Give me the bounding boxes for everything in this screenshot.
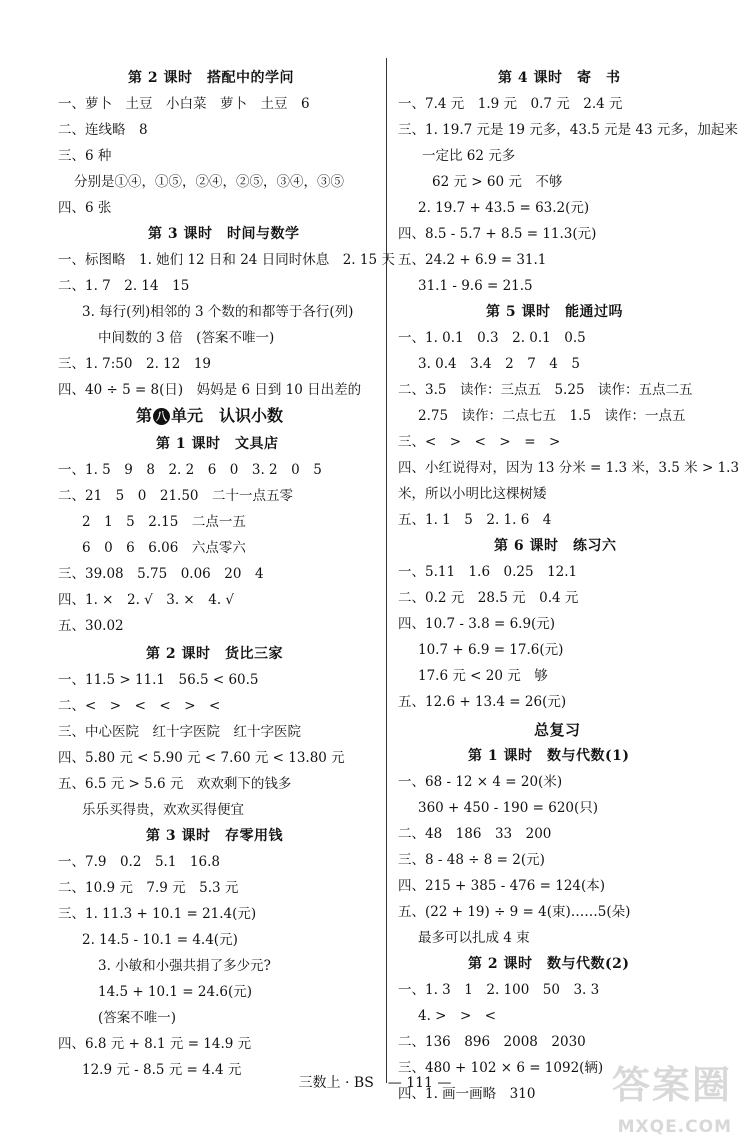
answer-line: 三、6 种 <box>58 148 112 164</box>
answer-line: 二、10.9 元 7.9 元 5.3 元 <box>58 880 239 896</box>
section-title: 第 3 课时 存零用钱 <box>146 828 283 844</box>
unit-number-badge: 八 <box>153 408 170 425</box>
answer-line: 3. 每行(列)相邻的 3 个数的和都等于各行(列) <box>82 304 354 320</box>
unit-title <box>136 408 283 425</box>
section-title: 第 1 课时 文具店 <box>156 436 279 452</box>
answer-line: 四、40 ÷ 5 = 8(日) 妈妈是 6 日到 10 日出差的 <box>58 382 362 398</box>
answer-line: (答案不唯一) <box>98 1010 177 1026</box>
answer-line: 四、1. × 2. √ 3. × 4. √ <box>58 592 235 608</box>
page-footer: 三数上 · BS — 111 — <box>298 1075 452 1091</box>
answer-line: 二、1. 7 2. 14 15 <box>58 278 190 294</box>
answer-line: 乐乐买得贵，欢欢买得便宜 <box>82 802 244 818</box>
answer-line: 一、7.4 元 1.9 元 0.7 元 2.4 元 <box>398 96 623 112</box>
answer-line: 四、8.5 - 5.7 + 8.5 = 11.3(元) <box>398 226 597 242</box>
answer-line: 五、12.6 + 13.4 = 26(元) <box>398 694 567 710</box>
answer-line: 一、1. 3 1 2. 100 50 3. 3 <box>398 982 600 998</box>
answer-line: 三、8 - 48 ÷ 8 = 2(元) <box>398 852 545 868</box>
watermark-url: MXQE.COM <box>617 1117 732 1137</box>
answer-line: 四、215 + 385 - 476 = 124(本) <box>398 878 606 894</box>
answer-line: 10.7 + 6.9 = 17.6(元) <box>418 642 564 658</box>
answer-line: 一、11.5 > 11.1 56.5 < 60.5 <box>58 672 259 688</box>
answer-line: 31.1 - 9.6 = 21.5 <box>418 278 533 294</box>
answer-line: 3. 0.4 3.4 2 7 4 5 <box>418 356 580 372</box>
answer-line: 一、7.9 0.2 5.1 16.8 <box>58 854 220 870</box>
answer-line: 12.9 元 - 8.5 元 = 4.4 元 <box>82 1062 242 1078</box>
answer-line: 62 元 > 60 元 不够 <box>432 174 563 190</box>
answer-line: 五、(22 + 19) ÷ 9 = 4(束)……5(朵) <box>398 904 631 920</box>
answer-line: 分别是①④，①⑤，②④，②⑤，③④，③⑤ <box>74 174 344 190</box>
answer-line: 三、中心医院 红十字医院 红十字医院 <box>58 724 301 740</box>
answer-line: 2 1 5 2.15 二点一五 <box>82 514 246 530</box>
section-title: 第 1 课时 数与代数(1) <box>468 748 630 764</box>
answer-line: 2. 19.7 + 43.5 = 63.2(元) <box>418 200 590 216</box>
answer-line: 米，所以小明比这棵树矮 <box>398 486 547 502</box>
review-title: 总复习 <box>534 721 581 739</box>
answer-line: 五、24.2 + 6.9 = 31.1 <box>398 252 547 268</box>
answer-line: 一定比 62 元多 <box>422 148 516 164</box>
answer-line: 二、136 896 2008 2030 <box>398 1034 586 1050</box>
section-title: 第 4 课时 寄 书 <box>498 70 621 86</box>
answer-line: 五、6.5 元 > 5.6 元 欢欢剩下的钱多 <box>58 776 292 792</box>
answer-line: 一、68 - 12 × 4 = 20(米) <box>398 774 563 790</box>
watermark-logo-text: 答案圈 <box>611 1063 732 1107</box>
section-title: 第 6 课时 练习六 <box>494 538 617 554</box>
answer-line: 三、1. 7:50 2. 12 19 <box>58 356 212 372</box>
answer-line: 2. 14.5 - 10.1 = 4.4(元) <box>82 932 238 948</box>
answer-line: 三、< > < > = > <box>398 434 561 450</box>
answer-line: 四、小红说得对，因为 13 分米 = 1.3 米，3.5 米 > 1.3 <box>398 460 740 476</box>
section-title: 第 2 课时 货比三家 <box>146 646 283 662</box>
answer-line: 4. > > < <box>418 1008 497 1024</box>
unit-prefix: 第 <box>136 406 153 425</box>
answer-line: 一、标图略 1. 她们 12 日和 24 日同时休息 2. 15 天 <box>58 252 395 268</box>
answer-line: 三、480 + 102 × 6 = 1092(辆) <box>398 1060 604 1076</box>
answer-line: 四、10.7 - 3.8 = 6.9(元) <box>398 616 556 632</box>
section-title: 第 3 课时 时间与数学 <box>148 226 300 242</box>
answer-line: 二、0.2 元 28.5 元 0.4 元 <box>398 590 579 606</box>
section-title: 第 2 课时 数与代数(2) <box>468 956 630 972</box>
answer-line: 三、39.08 5.75 0.06 20 4 <box>58 566 264 582</box>
answer-line: 五、1. 1 5 2. 1. 6 4 <box>398 512 552 528</box>
answer-line: 二、21 5 0 21.50 二十一点五零 <box>58 488 294 504</box>
answer-line: 二、< > < < > < <box>58 698 221 714</box>
answer-line: 6 0 6 6.06 六点零六 <box>82 540 246 556</box>
column-divider <box>386 58 387 1083</box>
answer-line: 中间数的 3 倍 (答案不唯一) <box>98 330 275 346</box>
answer-line: 四、5.80 元 < 5.90 元 < 7.60 元 < 13.80 元 <box>58 750 345 766</box>
answer-line: 四、6 张 <box>58 200 112 216</box>
answer-line: 四、6.8 元 + 8.1 元 = 14.9 元 <box>58 1036 252 1052</box>
answer-line: 二、48 186 33 200 <box>398 826 552 842</box>
answer-line: 14.5 + 10.1 = 24.6(元) <box>98 984 252 1000</box>
answer-line: 五、30.02 <box>58 618 124 634</box>
answer-line: 一、1. 5 9 8 2. 2 6 0 3. 2 0 5 <box>58 462 322 478</box>
answer-line: 二、连线略 8 <box>58 122 148 138</box>
answer-line: 一、5.11 1.6 0.25 12.1 <box>398 564 578 580</box>
unit-suffix: 单元 认识小数 <box>171 406 284 425</box>
answer-line: 360 + 450 - 190 = 620(只) <box>418 800 599 816</box>
answer-line: 一、1. 0.1 0.3 2. 0.1 0.5 <box>398 330 586 346</box>
answer-line: 二、3.5 读作：三点五 5.25 读作：五点二五 <box>398 382 693 398</box>
answer-line: 最多可以扎成 4 束 <box>418 930 530 946</box>
answer-line: 三、1. 11.3 + 10.1 = 21.4(元) <box>58 906 257 922</box>
answer-line: 三、1. 19.7 元是 19 元多，43.5 元是 43 元多，加起来 <box>398 122 738 138</box>
answer-line: 17.6 元 < 20 元 够 <box>418 668 548 684</box>
answer-line: 一、萝卜 土豆 小白菜 萝卜 土豆 6 <box>58 96 310 112</box>
answer-line: 2.75 读作：二点七五 1.5 读作：一点五 <box>418 408 686 424</box>
section-title: 第 5 课时 能通过吗 <box>486 304 623 320</box>
answer-line: 四、1. 画一画略 310 <box>398 1086 536 1102</box>
section-title: 第 2 课时 搭配中的学问 <box>128 70 294 86</box>
answer-line: 3. 小敏和小强共捐了多少元? <box>98 958 271 974</box>
